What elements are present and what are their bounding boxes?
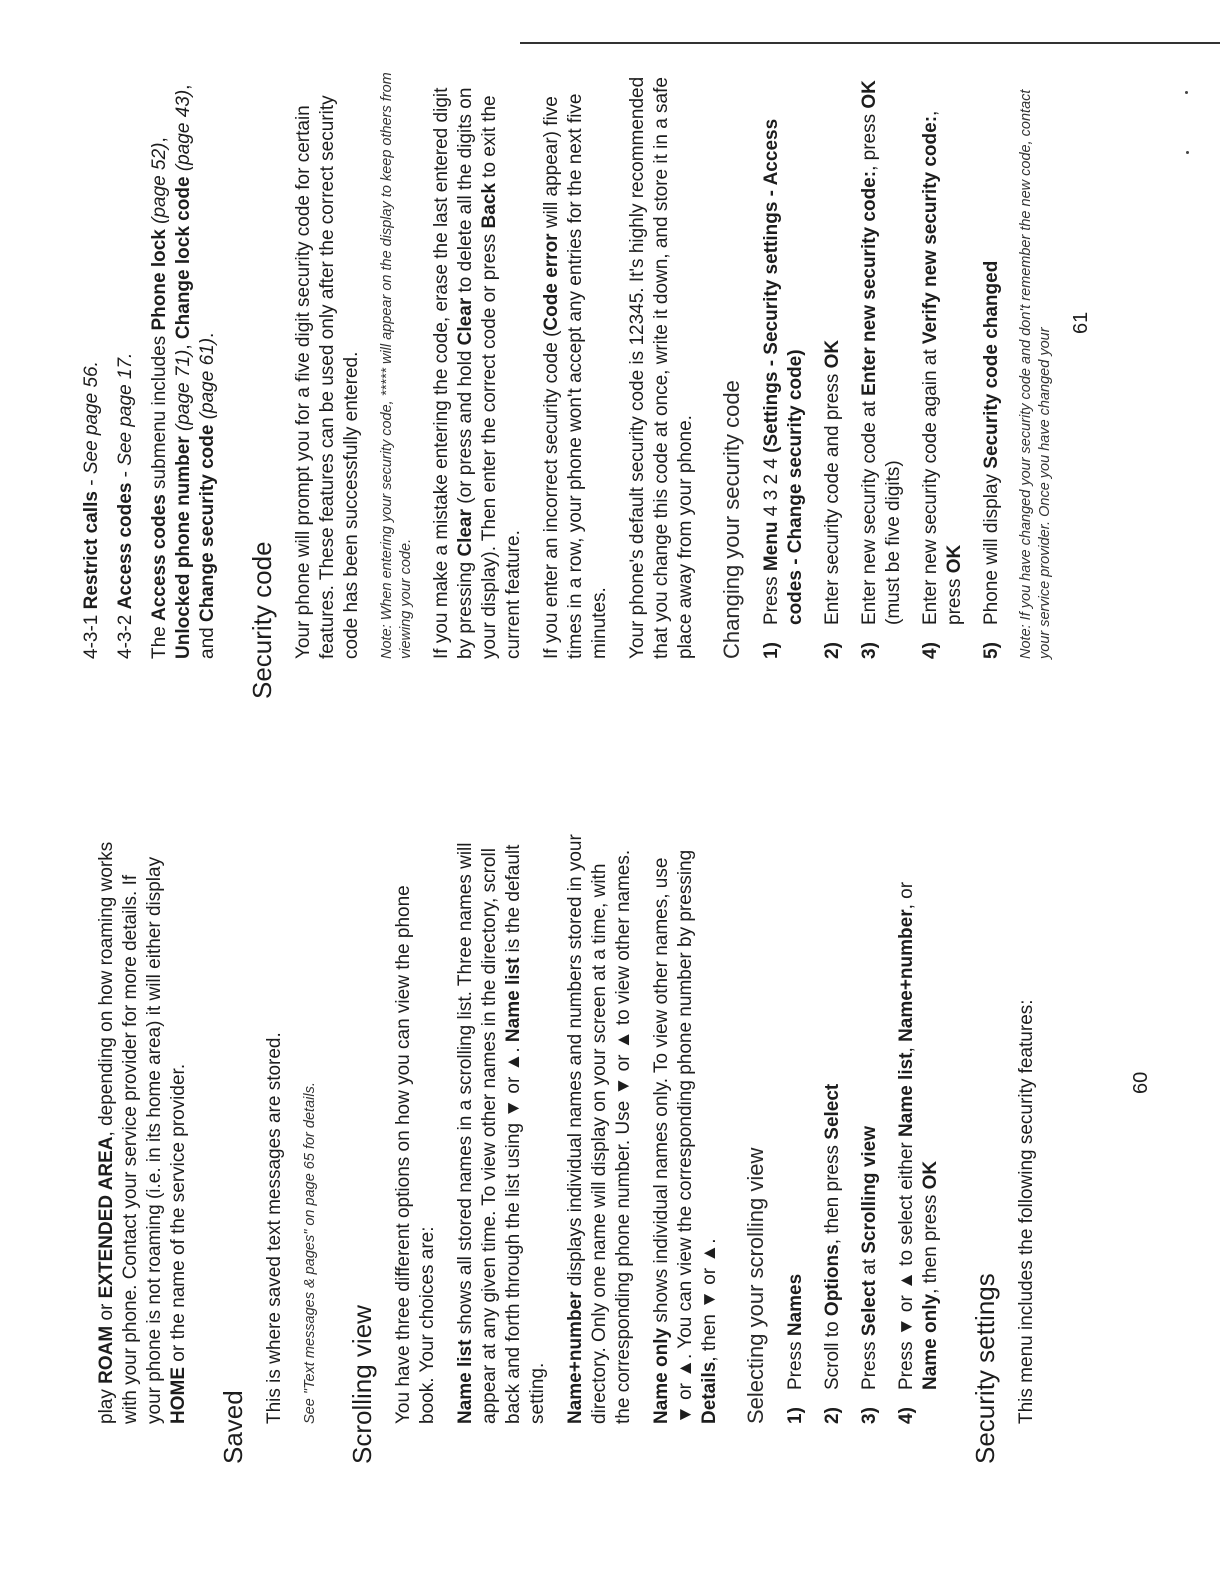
text-run: Clear [455,297,476,346]
text-run: , [896,1041,917,1053]
text-run [149,224,170,229]
text-run: . [197,332,218,338]
text-run: Back [479,183,500,229]
text-run: to exit the current feature. [479,95,524,659]
text-run: displays individual names and numbers stored in your directory. Only one name will display on your screen at a time, with the corresponding phone number. Use ▼ or ▲ to view other names. [565,834,634,1424]
security-settings-heading: Security settings [970,1273,1000,1464]
scan-speck [1185,91,1188,94]
text-run: (page 43) [173,89,194,172]
text-run: Phone lock [149,229,170,331]
saved-text: This is where saved text messages are stored. [264,1032,285,1424]
security-code-error-paragraph [540,69,612,659]
text-run: , depending on how roaming works with your phone. Contact your service provider for more details. If your phone is not roaming (i.e. in its home area) it will either display [96,841,165,1424]
text-run: (page 52) [149,142,170,224]
text-run: shows individual names only. To view other names, use ▼ or ▲. You can view the corresponding phone number by pressing [651,849,696,1424]
changing-security-code-heading: Changing your security code [719,380,744,659]
name-number-paragraph [564,834,636,1424]
changing-steps-list [760,69,1004,659]
menu-item-restrict-calls [80,69,104,659]
security-code-intro: Your phone will prompt you for a five digit security code for certain features. These features can be used only after the correct security code has been successfully entered. [293,95,362,659]
scrolling-view-intro: You have three different options on how you can view the phone book. Your choices are: [393,885,438,1424]
text-run: , then ▼ or ▲. [699,1238,720,1362]
text-run: , and [173,84,218,659]
page-number-61: 61 [1070,311,1092,334]
text-run: , then press [920,1189,941,1294]
text-run: OK [920,1160,941,1190]
roaming-continued-paragraph [95,834,191,1424]
step-text [822,1084,843,1390]
step-number: 3) [859,642,880,659]
security-settings-text: This menu includes the following security features: [1016,999,1037,1424]
scrolling-view-heading: Scrolling view [347,1305,377,1464]
text-run: 4-3-1 [81,609,102,659]
text-run: Select [822,1083,843,1140]
step-item [821,834,845,1424]
text-run: EXTENDED AREA [96,1136,117,1299]
text-run: Select [859,1280,880,1337]
page-number-60: 60 [1130,1071,1152,1094]
text-run: See page 56. [81,361,102,475]
text-run: Enter security code and press [822,368,843,625]
text-run: - [81,474,102,492]
saved-reference: See "Text messages & pages" on page 65 for details. [302,1082,318,1424]
text-run: Enter new security code at [859,395,880,625]
text-run: to delete all the digits on your display). Then enter the correct code or press [455,87,500,659]
text-run: Change security code [197,424,218,623]
text-run: Name only [920,1293,941,1390]
step-number: 2) [822,1407,843,1424]
step-item [858,69,906,659]
step-text [981,261,1002,625]
scan-edge-line [520,42,1220,44]
saved-heading: Saved [218,1390,248,1464]
text-run [173,431,194,436]
menu-items [80,69,138,659]
text-run: Enter new security code: [859,170,880,396]
security-code-heading: Security code [247,541,277,699]
text-run: Details [699,1361,720,1424]
step-item [858,834,882,1424]
step-item [895,834,943,1424]
text-run: Scrolling view [859,1125,880,1254]
step-number: 3) [859,1407,880,1424]
text-run: (page 61) [197,337,218,420]
text-run: Access codes [115,482,136,610]
text-run [197,419,218,424]
page-60 [0,824,1224,1524]
text-run: shows all stored names in a scrolling list. Three names will appear at any given time. To view other names in the directory, scroll back and forth through the list using ▼ or ▲. [455,842,524,1424]
step-text [822,340,843,625]
text-run: Phone will display [981,468,1002,625]
step-item [980,69,1004,659]
text-run: 4 3 2 4 [761,452,782,522]
selecting-steps-list [784,834,943,1424]
page-60-column [95,834,1053,1464]
step-item [760,69,808,659]
text-run: , [149,137,170,143]
text-run: Verify new security code: [920,115,941,345]
security-code-mistake-paragraph [430,69,526,659]
text-run: Name list [896,1052,917,1137]
text-run: Name+number [565,1291,586,1424]
text-run: 4-3-2 [115,609,136,659]
text-run: Code error [541,233,562,331]
text-run: Press [785,1336,806,1390]
text-run: Press [761,571,782,625]
name-only-paragraph [650,834,722,1424]
step-number: 4) [896,1407,917,1424]
security-code-note: Note: When entering your security code, ***** will appear on the display to keep others from viewing your code. [379,72,414,659]
text-run: HOME [168,1367,189,1424]
text-run: , then press [822,1139,843,1245]
step-item [784,834,808,1424]
page-61-column [80,69,1069,699]
text-run: Press ▼ or ▲ to select either [896,1136,917,1390]
page-61 [0,64,1224,764]
text-run: play [96,1383,117,1424]
text-run: Name list [503,957,524,1043]
text-run: Name only [651,1327,672,1424]
scan-speck [1186,151,1189,154]
text-run: OK [944,544,965,574]
text-run: - [115,465,136,483]
text-run: Names [785,1273,806,1337]
text-run: The [149,620,170,659]
security-code-default-paragraph: Your phone's default security code is 12345. It's highly recommended that you change this code at once, write it down, and store it in a safe place away from your phone. [627,76,696,659]
text-run: Security code changed [981,260,1002,469]
step-number: 1) [785,1407,806,1424]
text-run: Access codes [149,494,170,621]
text-run: (page 71) [173,349,194,431]
text-run [173,171,194,176]
text-run: or the name of the service provider. [168,1063,189,1367]
text-run: , or [896,881,917,910]
text-run: , [173,339,194,350]
text-run: or [96,1298,117,1326]
text-run: (must be five digits) [883,460,904,625]
text-run: Options [822,1244,843,1317]
text-run: submenu includes [149,330,170,495]
step-text [859,80,904,625]
text-run: (Settings - Security settings - Access codes - Change security code) [761,118,806,625]
text-run: Restrict calls [81,491,102,610]
text-run: will appear) five times in a row, your phone won't accept any entries for the next five minutes. [541,93,610,659]
name-list-paragraph [454,834,550,1424]
step-item [919,69,967,659]
text-run: Unlocked phone number [173,436,194,659]
step-text [761,119,806,625]
text-run: Menu [761,521,782,572]
step-number: 1) [761,642,782,659]
changing-security-code-note: Note: If you have changed your security code and don't remember the new code, contact your service provider. Once you have changed your [1018,89,1053,659]
text-run: Name list [455,1339,476,1424]
text-run: If you make a mistake entering the code, erase the last entered digit by pressing [431,87,476,659]
text-run: Change lock code [173,176,194,340]
text-run: Press [859,1336,880,1390]
text-run: Enter new security code again at [920,344,941,625]
access-codes-paragraph [148,69,220,659]
text-run: at [859,1253,880,1281]
text-run: ROAM [96,1325,117,1384]
step-text [859,1126,880,1390]
text-run: is the default setting. [503,844,548,1424]
text-run: Name+number [896,909,917,1042]
step-number: 5) [981,642,1002,659]
step-item [821,69,845,659]
menu-item-access-codes [114,69,138,659]
step-number: 4) [920,642,941,659]
text-run: (or press and hold [455,345,476,510]
text-run: , press [920,110,965,625]
text-run: OK [822,339,843,369]
selecting-scrolling-view-heading: Selecting your scrolling view [743,1147,768,1424]
step-text [920,111,965,625]
step-text [785,1274,806,1390]
step-text [896,882,941,1390]
step-number: 2) [822,642,843,659]
text-run: Clear [455,509,476,557]
text-run: OK [859,80,880,109]
text-run: See page 17. [115,352,136,466]
text-run: If you enter an incorrect security code ( [541,330,562,659]
text-run: , press [859,108,880,171]
text-run: Scroll to [822,1316,843,1390]
